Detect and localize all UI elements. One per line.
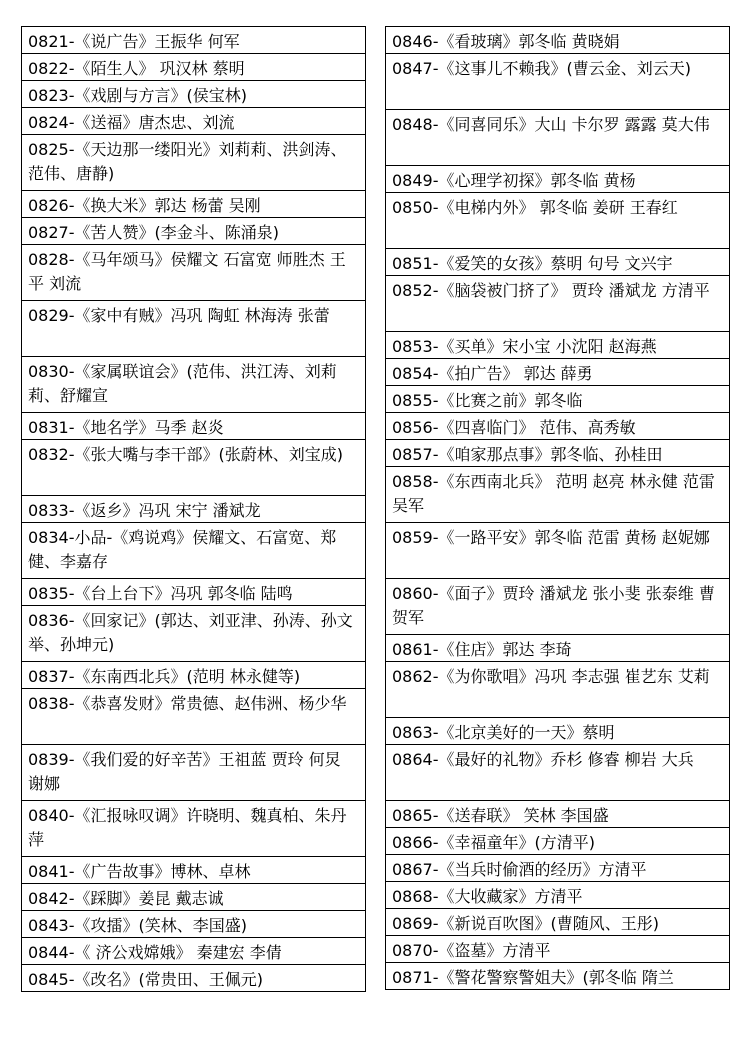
list-item: 0861-《住店》郭达 李琦: [386, 635, 729, 662]
list-item: 0867-《当兵时偷酒的经历》方清平: [386, 855, 729, 882]
list-item: 0825-《天边那一缕阳光》刘莉莉、洪剑涛、范伟、唐静): [22, 135, 365, 191]
list-item: 0851-《爱笑的女孩》蔡明 句号 文兴宇: [386, 249, 729, 276]
list-item: 0824-《送福》唐杰忠、刘流: [22, 108, 365, 135]
list-item: 0842-《踩脚》姜昆 戴志诚: [22, 884, 365, 911]
right-column-table: [385, 26, 730, 990]
list-item: 0841-《广告故事》博林、卓林: [22, 857, 365, 884]
list-item: 0848-《同喜同乐》大山 卡尔罗 露露 莫大伟: [386, 110, 729, 166]
list-item: 0828-《马年颂马》侯耀文 石富宽 师胜杰 王平 刘流: [22, 245, 365, 301]
list-item: 0857-《咱家那点事》郭冬临、孙桂田: [386, 440, 729, 467]
list-item: 0862-《为你歌唱》冯巩 李志强 崔艺东 艾莉: [386, 662, 729, 718]
list-item: 0830-《家属联谊会》(范伟、洪江涛、刘莉莉、舒耀宣: [22, 357, 365, 413]
list-item: 0855-《比赛之前》郭冬临: [386, 386, 729, 413]
list-item: 0823-《戏剧与方言》(侯宝林): [22, 81, 365, 108]
list-item: 0859-《一路平安》郭冬临 范雷 黄杨 赵妮娜: [386, 523, 729, 579]
list-item: 0854-《拍广告》 郭达 薛勇: [386, 359, 729, 386]
list-item: 0831-《地名学》马季 赵炎: [22, 413, 365, 440]
list-item: 0833-《返乡》冯巩 宋宁 潘斌龙: [22, 496, 365, 523]
list-item: 0829-《家中有贼》冯巩 陶虹 林海涛 张蕾: [22, 301, 365, 357]
list-item: 0822-《陌生人》 巩汉林 蔡明: [22, 54, 365, 81]
list-item: 0832-《张大嘴与李干部》(张蔚林、刘宝成): [22, 440, 365, 496]
list-item: 0869-《新说百吹图》(曹随风、王彤): [386, 909, 729, 936]
list-item: 0827-《苦人赞》(李金斗、陈涌泉): [22, 218, 365, 245]
list-item: 0860-《面子》贾玲 潘斌龙 张小斐 张泰维 曹贺军: [386, 579, 729, 635]
list-item: 0836-《回家记》(郭达、刘亚津、孙涛、孙文举、孙坤元): [22, 606, 365, 662]
list-item: 0835-《台上台下》冯巩 郭冬临 陆鸣: [22, 579, 365, 606]
list-item: 0863-《北京美好的一天》蔡明: [386, 718, 729, 745]
list-item: 0846-《看玻璃》郭冬临 黄晓娟: [386, 27, 729, 54]
list-item: 0871-《警花警察警姐夫》(郭冬临 隋兰: [386, 963, 729, 990]
list-item: 0858-《东西南北兵》 范明 赵亮 林永健 范雷 吴军: [386, 467, 729, 523]
list-item: 0838-《恭喜发财》常贵德、赵伟洲、杨少华: [22, 689, 365, 745]
list-item: 0866-《幸福童年》(方清平): [386, 828, 729, 855]
list-item: 0870-《盗墓》方清平: [386, 936, 729, 963]
list-item: 0864-《最好的礼物》乔杉 修睿 柳岩 大兵: [386, 745, 729, 801]
list-item: 0839-《我们爱的好辛苦》王祖蓝 贾玲 何炅 谢娜: [22, 745, 365, 801]
list-item: 0850-《电梯内外》 郭冬临 姜研 王春红: [386, 193, 729, 249]
list-item: 0856-《四喜临门》 范伟、高秀敏: [386, 413, 729, 440]
left-column-table: [21, 26, 366, 992]
list-item: 0840-《汇报咏叹调》许晓明、魏真柏、朱丹萍: [22, 801, 365, 857]
list-item: 0845-《改名》(常贵田、王佩元): [22, 965, 365, 992]
list-item: 0834-小品-《鸡说鸡》侯耀文、石富宽、郑健、李嘉存: [22, 523, 365, 579]
list-item: 0868-《大收藏家》方清平: [386, 882, 729, 909]
list-item: 0837-《东南西北兵》(范明 林永健等): [22, 662, 365, 689]
list-item: 0821-《说广告》王振华 何军: [22, 27, 365, 54]
list-item: 0865-《送春联》 笑林 李国盛: [386, 801, 729, 828]
list-item: 0852-《脑袋被门挤了》 贾玲 潘斌龙 方清平: [386, 276, 729, 332]
list-item: 0853-《买单》宋小宝 小沈阳 赵海燕: [386, 332, 729, 359]
list-item: 0843-《攻擂》(笑林、李国盛): [22, 911, 365, 938]
list-item: 0826-《换大米》郭达 杨蕾 吴刚: [22, 191, 365, 218]
list-item: 0844-《 济公戏嫦娥》 秦建宏 李倩: [22, 938, 365, 965]
list-item: 0847-《这事儿不赖我》(曹云金、刘云天): [386, 54, 729, 110]
list-item: 0849-《心理学初探》郭冬临 黄杨: [386, 166, 729, 193]
